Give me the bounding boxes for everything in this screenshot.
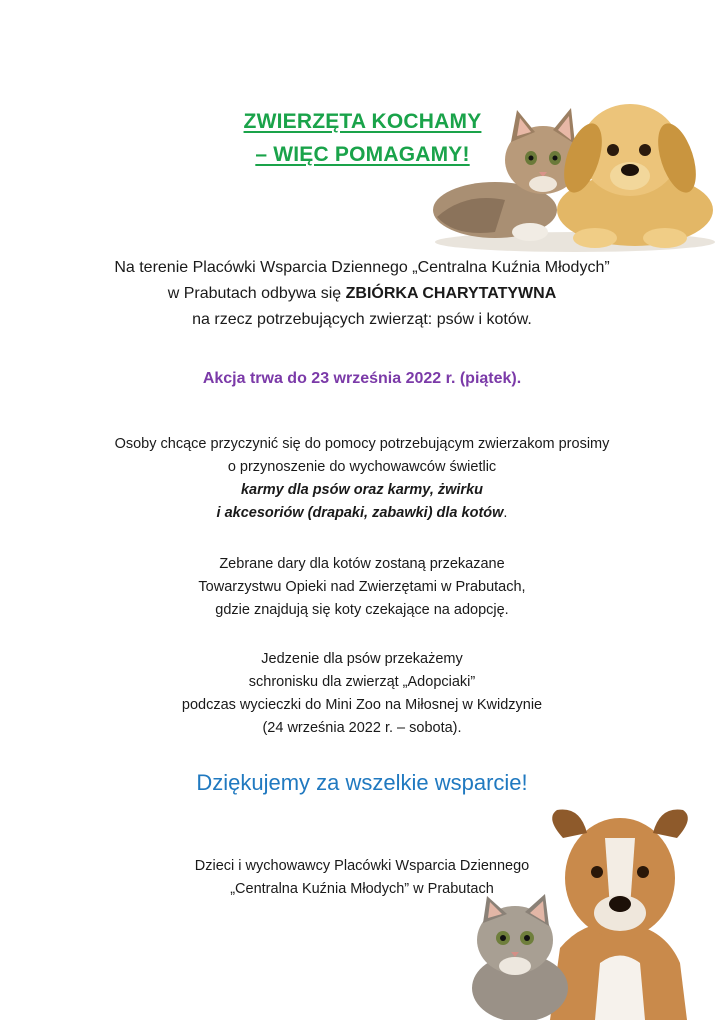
title-line-2: – WIĘC POMAGAMY!: [255, 143, 470, 166]
intro-line-3: na rzecz potrzebujących zwierząt: psów i kotów.: [192, 311, 532, 328]
kitten-puppy-photo: [425, 92, 715, 252]
dogs-line-4: (24 września 2022 r. – sobota).: [262, 720, 462, 736]
dogs-line-3: podczas wycieczki do Mini Zoo na Miłosnej w Kwidzynie: [181, 697, 543, 713]
thanks-heading: Dziękujemy za wszelkie wsparcie!: [196, 770, 528, 795]
cats-line-3: gdzie znajdują się koty czekające na adopcję.: [215, 602, 509, 618]
cats-line-1: Zebrane dary dla kotów zostaną przekazane: [219, 556, 505, 572]
cats-line-2: Towarzystwu Opieki nad Zwierzętami w Prabutach,: [198, 579, 526, 595]
signature-line-1: Dzieci i wychowawcy Placówki Wsparcia Dziennego: [194, 858, 530, 874]
signature-line-2: „Centralna Kuźnia Młodych” w Prabutach: [230, 881, 494, 897]
request-line-4-period: .: [503, 505, 508, 521]
intro-line-2: [0, 285, 724, 303]
intro-line-1: Na terenie Placówki Wsparcia Dziennego „Centralna Kuźnia Młodych”: [114, 259, 610, 276]
dogs-line-2: schronisku dla zwierząt „Adopciaki”: [248, 674, 476, 690]
request-line-1: Osoby chcące przyczynić się do pomocy potrzebującym zwierzakom prosimy: [114, 436, 610, 452]
request-line-4: [0, 505, 724, 521]
puppy-kitten-photo: [465, 798, 720, 1020]
request-line-4-text: i akcesoriów (drapaki, zabawki) dla kotów: [216, 505, 504, 521]
collection-highlight: ZBIÓRKA CHARYTATYWNA: [345, 285, 557, 302]
action-dates: Akcja trwa do 23 września 2022 r. (piątek).: [202, 370, 522, 387]
request-line-3: karmy dla psów oraz karmy, żwirku: [240, 482, 484, 498]
intro-line-2-text: w Prabutach odbywa się: [167, 285, 346, 302]
title-line-1: ZWIERZĘTA KOCHAMY: [243, 110, 482, 133]
request-line-2: o przynoszenie do wychowawców świetlic: [227, 459, 497, 475]
dogs-line-1: Jedzenie dla psów przekażemy: [261, 651, 463, 667]
